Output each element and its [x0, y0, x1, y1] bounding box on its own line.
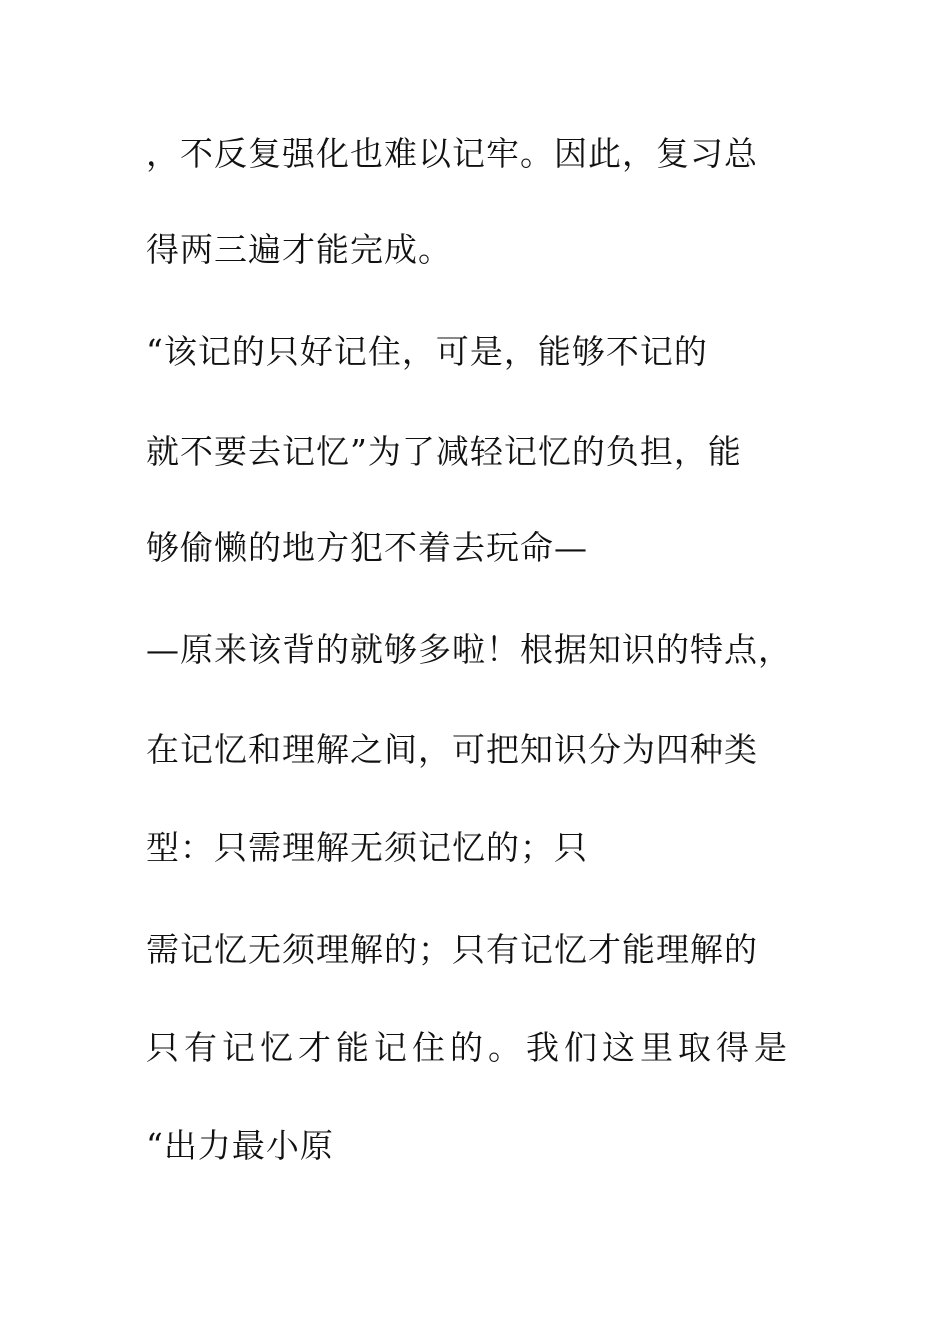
paragraph-line: 在记忆和理解之间，可把知识分为四种类	[146, 730, 758, 769]
paragraph-line: 型：只需理解无须记忆的；只	[146, 828, 588, 867]
paragraph-line: —原来该背的就够多啦！根据知识的特点，	[146, 630, 792, 669]
paragraph-line: ，不反复强化也难以记牢。因此，复习总	[146, 134, 758, 173]
paragraph-line: 够偷懒的地方犯不着去玩命—	[146, 528, 588, 567]
paragraph-line: 得两三遍才能完成。	[146, 230, 452, 269]
paragraph-line: 需记忆无须理解的；只有记忆才能理解的	[146, 930, 758, 969]
paragraph-line: 就不要去记忆”为了减轻记忆的负担，能	[146, 432, 742, 471]
paragraph-line: 只有记忆才能记住的。我们这里取得是	[146, 1028, 792, 1067]
paragraph-line: “出力最小原	[146, 1126, 334, 1165]
paragraph-line: “该记的只好记住，可是，能够不记的	[146, 332, 708, 371]
